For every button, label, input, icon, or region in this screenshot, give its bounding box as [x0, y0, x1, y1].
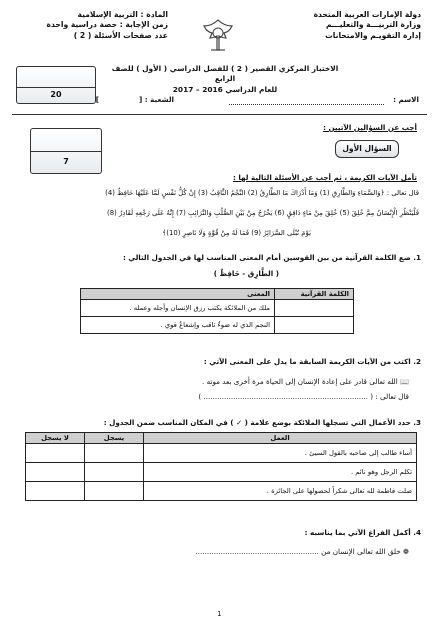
flower-bullet-icon: ❁: [402, 547, 409, 556]
book-icon: 📖: [400, 377, 409, 386]
header-divider: [12, 114, 427, 115]
ministry-header: [314, 10, 421, 41]
header-country: دولة الإمارات العربية المتحدة: [313, 10, 421, 19]
part-4-label: 4. أكمل الفراغ الآتي بما يناسبه :: [304, 528, 421, 537]
p3-header-action: العمل: [144, 433, 417, 444]
p1-meaning-1: ملك من الملائكة يكتب رزق الإنسان وأجله وعمله .: [81, 300, 275, 317]
name-label: الاسم :: [393, 95, 419, 104]
part-3-label: 3. حدد الأعمال التي تسجلها الملائكة بوضع علامة ( ✓ ) في المكان المناسب ضمن الجدول :: [103, 418, 421, 427]
total-score-box: [16, 66, 96, 104]
subject-header: [18, 10, 168, 41]
p3-action-1: أساء طالب إلى صاحبه بالقول السيئ .: [144, 444, 417, 463]
q1-score-box: [30, 128, 102, 174]
header-ministry: وزارة التربيـــة والتعليـــم: [326, 20, 421, 30]
p3-check-not-recorded-3[interactable]: [26, 482, 85, 501]
header-pages: عدد صفحات الأسئلة ( 2 ): [73, 30, 168, 40]
q1-score: 7: [31, 151, 101, 172]
total-score: 20: [17, 87, 95, 102]
question-1-title: السؤال الأول: [335, 140, 399, 158]
p3-check-not-recorded-1[interactable]: [26, 444, 85, 463]
header-department: إدارة التقويـم والامتحانات: [325, 30, 421, 40]
p3-header-not-recorded: لا يسجل: [26, 433, 85, 444]
part-2-answer[interactable]: قال تعالى : ( ........................................................................ ): [198, 392, 409, 401]
header-duration: زمن الإجابة : حصة دراسية واحدة: [46, 20, 168, 30]
q1-instruction: تأمل الآيات الكريمة ، ثم أجب عن الأسئلة التالية لها :: [232, 173, 417, 182]
verse-line-3: يَوْمَ تُبْلَى السَّرَائِرُ (9) فَمَا لَهُ مِنْ قُوَّةٍ وَلَا نَاصِرٍ (10)﴾: [162, 229, 311, 237]
part-2-label: 2. اكتب من الآيات الكريمة السابقة ما يدل على المعنى الآتي :: [203, 357, 421, 366]
uae-emblem-icon: [198, 16, 238, 56]
section-close: ]: [95, 95, 99, 104]
exam-title-line2: للعام الدراسي 2016 – 2017: [172, 84, 278, 94]
part-2-meaning-row: [202, 377, 409, 386]
part-2-meaning: الله تعالى قادر على إعادة الإنسان إلى الحياة مرة أخرى بعد موته .: [202, 377, 398, 386]
exam-title: [110, 64, 340, 95]
p3-check-recorded-3[interactable]: [85, 482, 144, 501]
part-1-label: 1. ضع الكلمة القرآنية من بين القوسين أمام المعنى المناسب لها في الجدول التالي :: [122, 253, 421, 262]
exam-title-line1: الاختبار المركزي القصير ( 2 ) للفصل الدراسي ( الأول ) للصف الرابع: [111, 64, 339, 84]
verse-line-1: قال تعالى : ﴿وَالسَّمَاءِ وَالطَّارِقِ (1) وَمَا أَدْرَاكَ مَا الطَّارِقُ (2) النَّجْمُ الثَّاقِبُ (3) إِنْ كُلُّ نَفْسٍ لَمَّا عَلَيْهَا حَافِظٌ (4): [105, 189, 419, 197]
name-field[interactable]: [229, 104, 384, 105]
header-subject: المادة : التربية الإسلامية: [77, 10, 168, 19]
p3-check-not-recorded-2[interactable]: [26, 463, 85, 482]
p1-answer-cell-2[interactable]: [275, 317, 354, 334]
general-instructions: أجب عن السؤالين الآتيين :: [323, 123, 417, 132]
verse-line-2: فَلْيَنْظُرِ الْإِنْسَانُ مِمَّ خُلِقَ (5) خُلِقَ مِنْ مَاءٍ دَافِقٍ (6) يَخْرُجُ مِنْ بَيْنِ الصُّلْبِ وَالتَّرَائِبِ (7) إِنَّهُ عَلَى رَجْعِهِ لَقَادِرٌ (8): [106, 209, 419, 217]
p3-action-3: صلت فاطمة لله تعالى شكراً لحصولها على الجائزة .: [144, 482, 417, 501]
p3-header-recorded: يسجل: [85, 433, 144, 444]
p3-check-recorded-1[interactable]: [85, 444, 144, 463]
part-4-row: [196, 547, 410, 556]
part-4-text[interactable]: خلق الله تعالى الإنسان من ......................................................: [195, 547, 401, 556]
section-label: الشعبة : [: [139, 95, 174, 104]
p1-header-meaning: المعنى: [81, 289, 275, 300]
page-number: 1: [217, 610, 222, 618]
part-3-table: [25, 432, 417, 501]
part-1-word-choices: ( الطَّارِق - حَافِظٌ ): [213, 269, 279, 278]
p1-meaning-2: النجم الذي له ضوءٌ ثاقب وإشعاعٌ قوي .: [81, 317, 275, 334]
p3-action-2: تكلم الرجل وهو نائم .: [144, 463, 417, 482]
p1-header-word: الكلمة القرآنية: [275, 289, 354, 300]
p1-answer-cell-1[interactable]: [275, 300, 354, 317]
p3-check-recorded-2[interactable]: [85, 463, 144, 482]
part-1-table: [80, 288, 354, 334]
